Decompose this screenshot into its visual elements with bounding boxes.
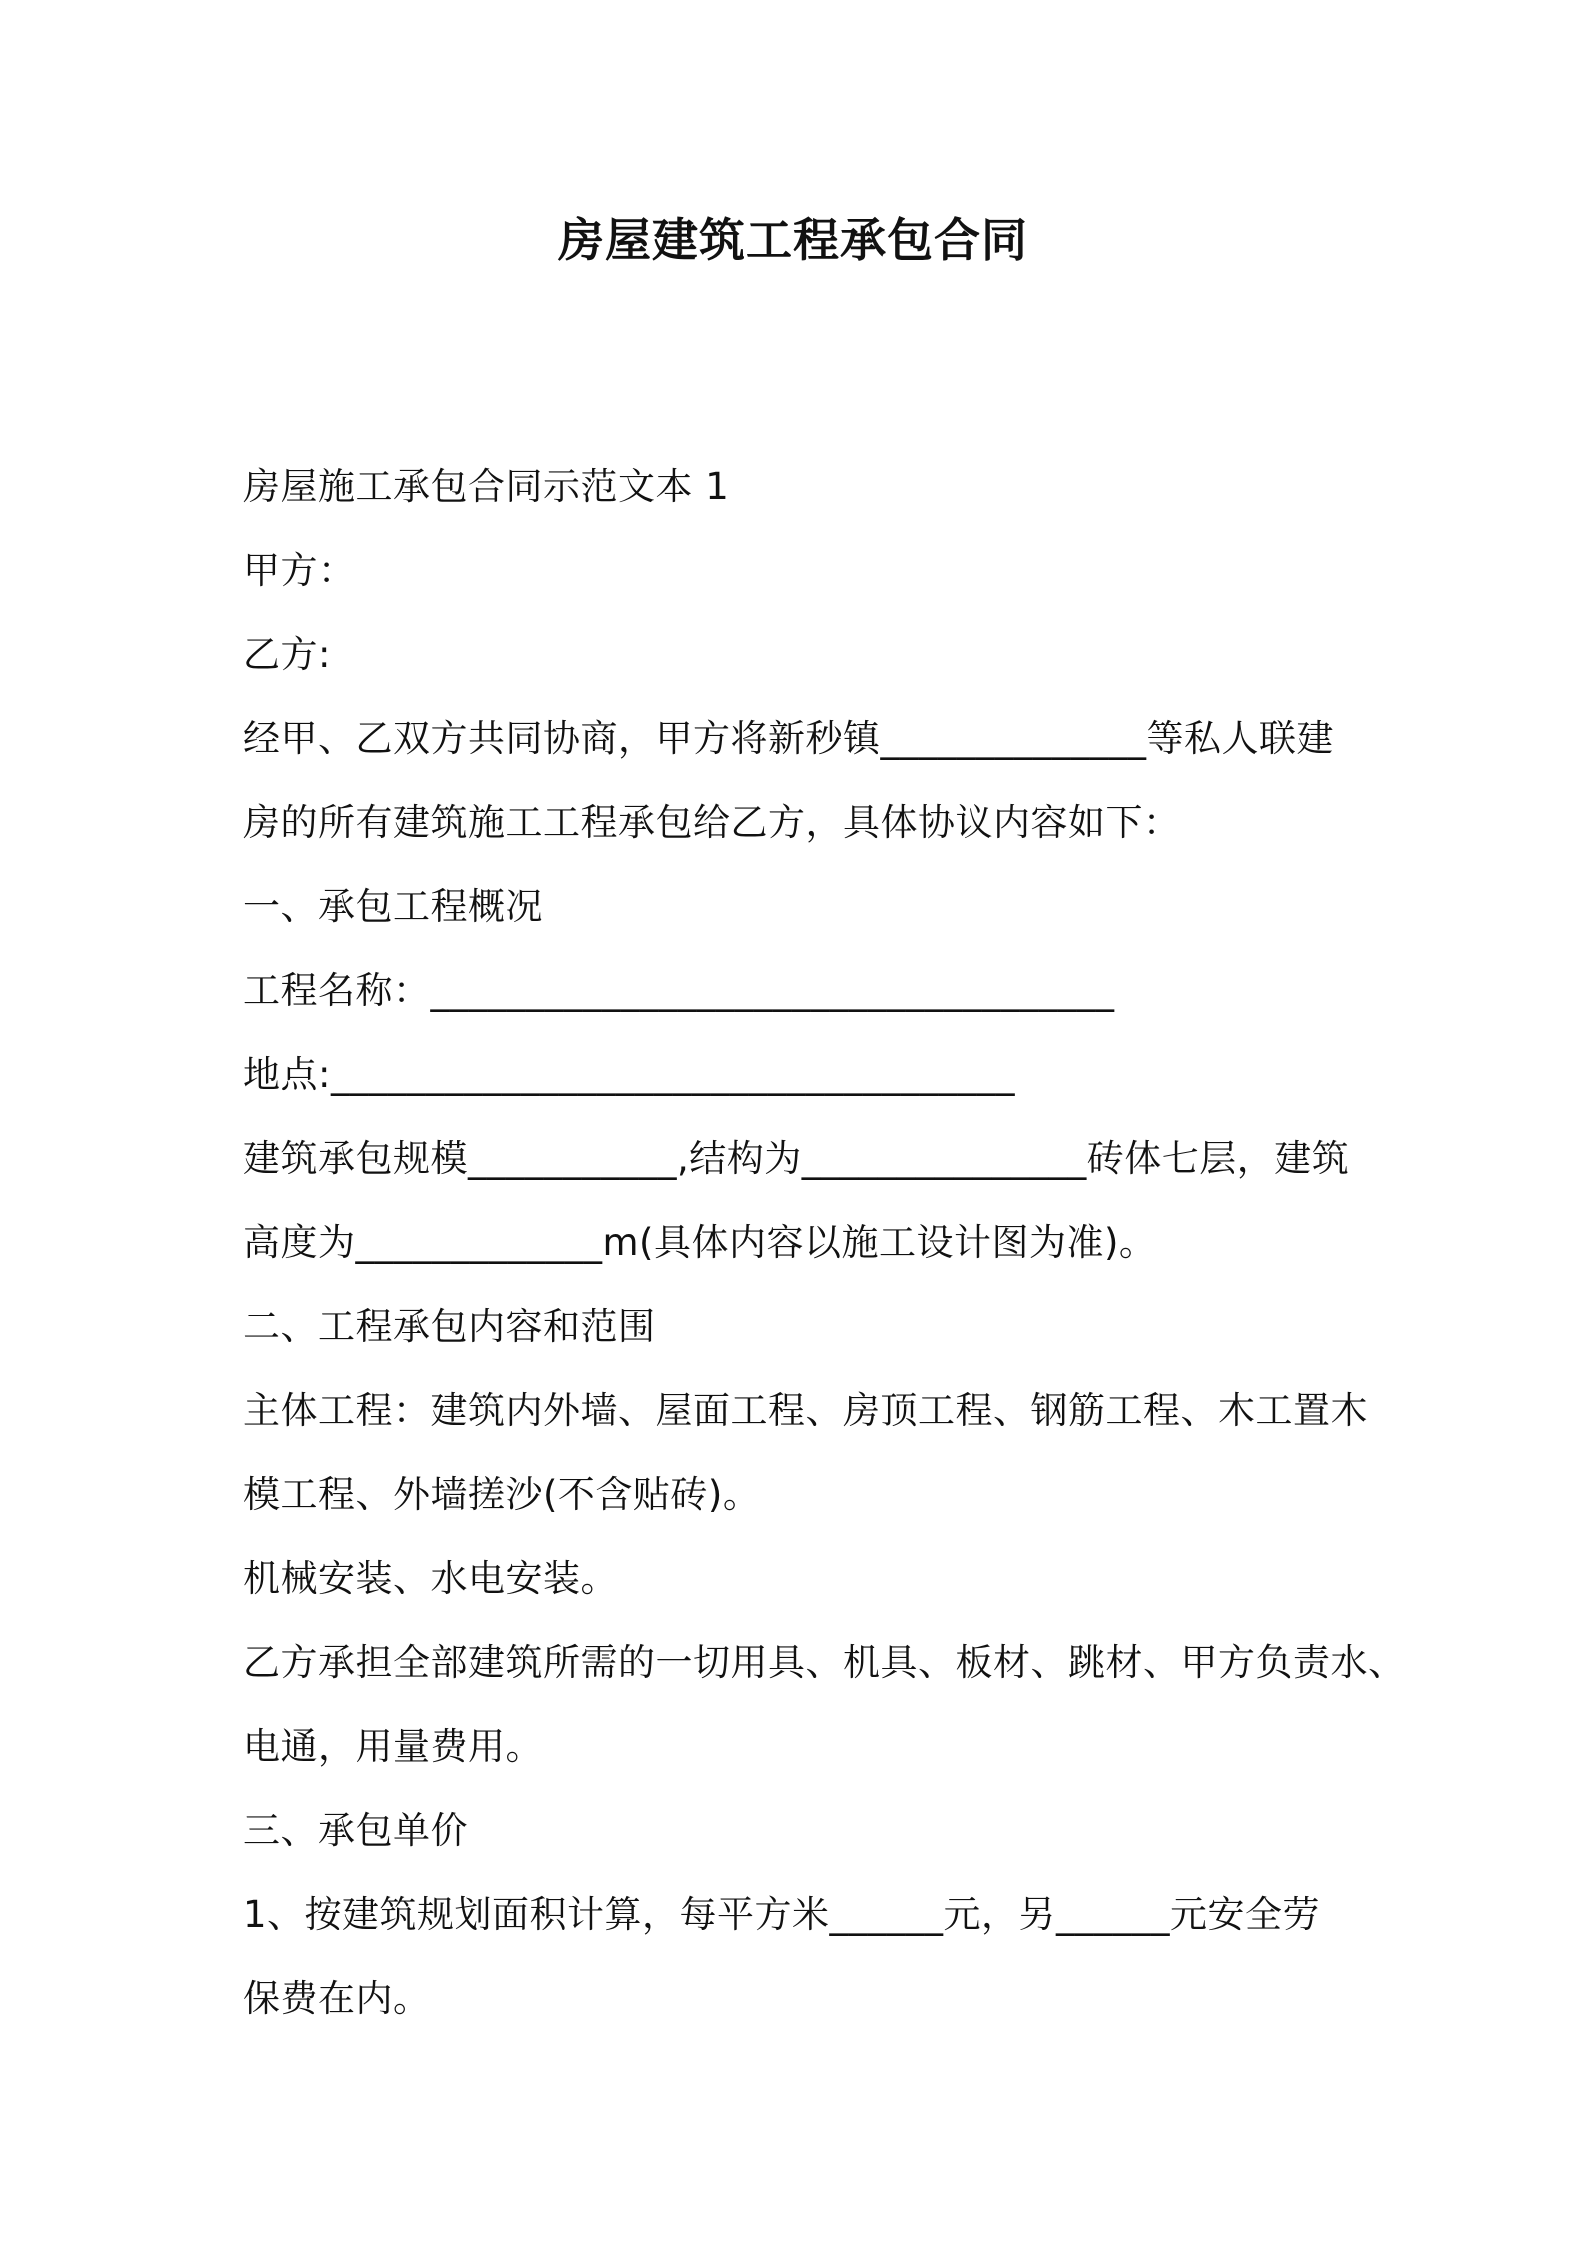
scale-structure-line-1: 建筑承包规模___________,结构为_______________砖体七层，建筑 — [243, 1137, 1350, 1180]
document-title: 房屋建筑工程承包合同 — [558, 213, 1028, 267]
party-a-line: 甲方： — [243, 549, 356, 592]
unit-price-line-1: 1、按建筑规划面积计算，每平方米______元，另______元安全劳 — [243, 1893, 1321, 1936]
document-body — [243, 445, 1406, 2041]
sample-heading: 房屋施工承包合同示范文本 1 — [243, 465, 730, 508]
section-2-heading: 二、工程承包内容和范围 — [243, 1305, 656, 1348]
agreement-intro-line-1: 经甲、乙双方共同协商，甲方将新秒镇______________等私人联建 — [243, 717, 1334, 760]
main-work-line-2: 模工程、外墙搓沙(不含贴砖)。 — [243, 1473, 761, 1516]
section-3-heading: 三、承包单价 — [243, 1809, 468, 1852]
section-1-heading: 一、承包工程概况 — [243, 885, 543, 928]
project-name-line: 工程名称：____________________________________ — [243, 969, 1115, 1012]
main-work-line-1: 主体工程：建筑内外墙、屋面工程、房顶工程、钢筋工程、木工置木 — [243, 1389, 1368, 1432]
scale-structure-line-2: 高度为_____________m(具体内容以施工设计图为准)。 — [243, 1221, 1157, 1264]
responsibility-line-1: 乙方承担全部建筑所需的一切用具、机具、板材、跳材、甲方负责水、 — [243, 1641, 1406, 1684]
installation-line: 机械安装、水电安装。 — [243, 1557, 618, 1600]
responsibility-line-2: 电通，用量费用。 — [243, 1725, 543, 1768]
party-b-line: 乙方: — [243, 633, 331, 676]
unit-price-line-2: 保费在内。 — [243, 1977, 431, 2020]
agreement-intro-line-2: 房的所有建筑施工工程承包给乙方，具体协议内容如下： — [243, 801, 1181, 844]
location-line: 地点:____________________________________ — [243, 1053, 1015, 1096]
